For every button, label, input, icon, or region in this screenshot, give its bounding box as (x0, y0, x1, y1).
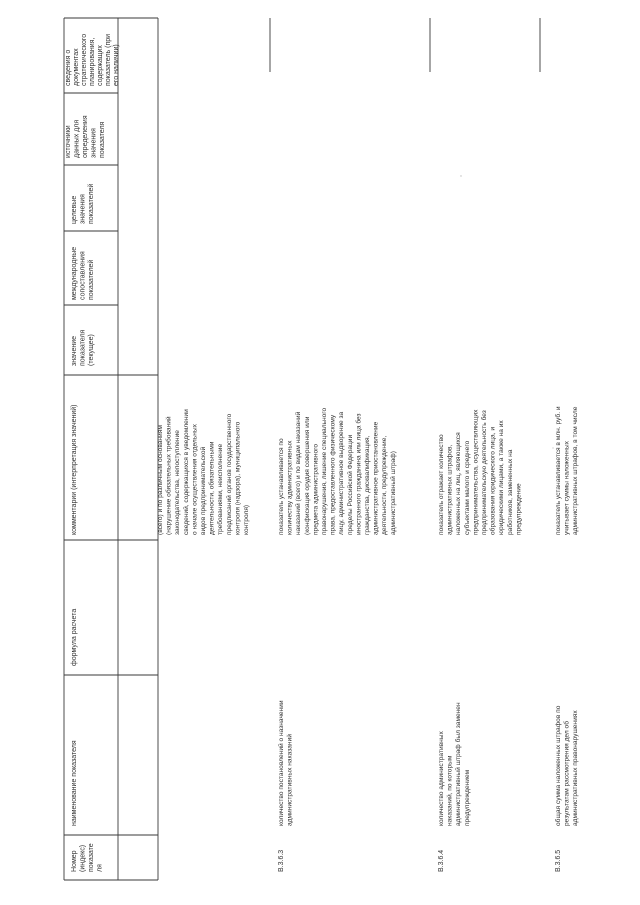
scan-speck (460, 175, 461, 176)
header-current-value: значение показателя (текущее) (71, 329, 95, 366)
row-comments: показатель устанавливается в млн. руб. и учитывает суммы наложенных административных штрафов, в том числе (555, 406, 580, 535)
row-number: В.3.6.5 (555, 849, 562, 872)
row-comments: показатель отражает количество административных штрафов, наложенных на лиц, являющихся субъектами малого и среднего предпринимательства, осуществляющих предпринимательскую деятельность без образования юридического лица, и юридическими лицами, а также на их работников, замененных на предупреждение (438, 409, 523, 535)
header-target-values: целевые значения показателей (71, 183, 95, 224)
header-number: Номер (индекс) показате ля (71, 843, 104, 872)
header-intl-comparison: международные сопоставления показателей (71, 246, 95, 300)
table-row (157, 407, 250, 535)
row-name: количество постановлений о назначении административных наказаний (278, 700, 294, 826)
header-name: наименование показателя (71, 740, 78, 826)
row-comments: показатель устанавливается по количеству административных наказаний (всего) и по видам наказаний (конфискация орудия совершения или предмета административного правонарушения, лишение специального права, предоставленного физическому лицу, административное выдворение за пределы Российской Федерации иностранного гражданина или лица без гражданства, дисквалификация, административное приостановление деятельности, предупреждение, административный штраф) (278, 407, 397, 535)
table-header (65, 32, 120, 872)
header-data-sources: источники данных для определения значения показателя (65, 115, 106, 158)
header-strategic-docs: сведения о документах стратегического планирования, содержащих показатель (при его наличии) (65, 33, 120, 86)
table-row (277, 406, 397, 872)
header-formula: формула расчета (71, 608, 78, 666)
row-name: количество административных наказаний, по которым административный штраф был заменен предупреждением (438, 702, 471, 826)
row-name: общая сумма наложенных штрафов по результатам рассмотрения дел об административных правонарушениях (555, 705, 580, 826)
scan-speck (552, 447, 553, 448)
row-comments: (всего) и по различным основаниям (нарушение обязательных требований законодательства, непоступление сведений, содержащихся в уведомлении о начале осуществления отдельных видов предпринимательской деятельности, обязательными требованиями, неисполнение предписаний органов государственного контроля (надзора), муниципального контроля) (157, 409, 250, 535)
table-row (438, 408, 522, 872)
header-comments: комментарии (интерпретация значений) (71, 404, 78, 535)
row-number: В.3.6.4 (438, 849, 445, 872)
row-number: В.3.6.3 (278, 849, 285, 872)
table-row (554, 405, 579, 872)
